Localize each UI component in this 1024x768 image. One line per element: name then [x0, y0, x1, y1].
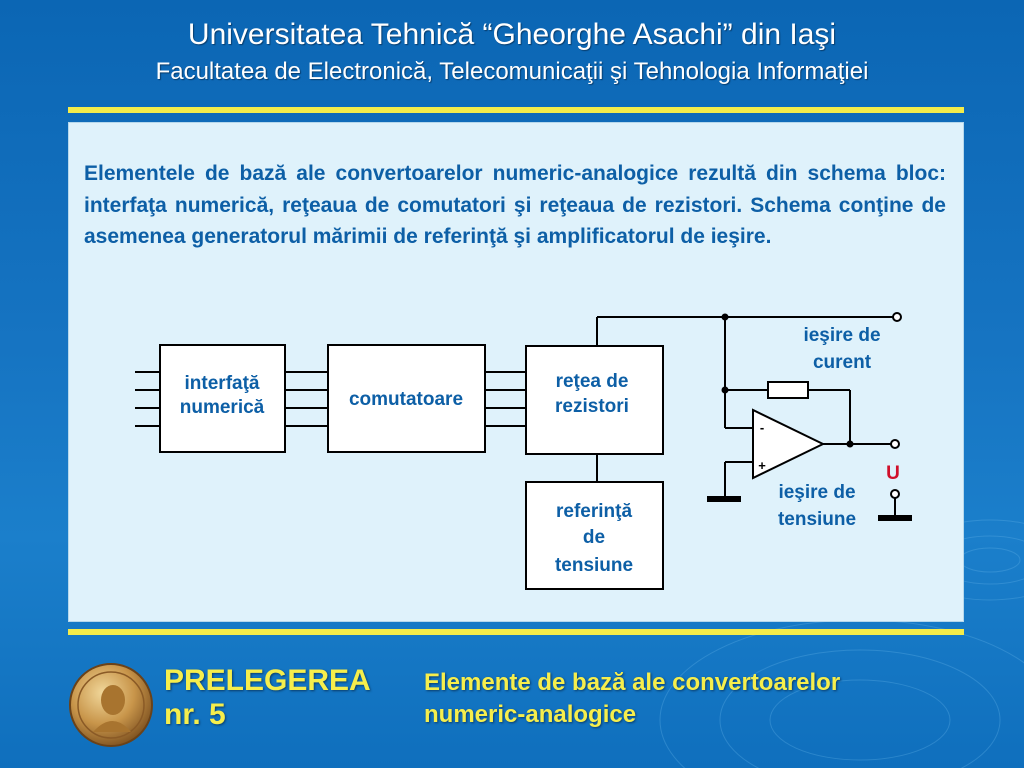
intro-paragraph: Elementele de bază ale convertoarelor numeric-analogice rezultă din schema bloc: interfaţa numerică, reţeaua de comutatori şi reţeaua de rezistori. Schema conţine de asemenea generatorul mărimii de referinţă şi amplificatorul de ieşire.	[84, 162, 946, 248]
current-output-label: ieşire de	[803, 325, 881, 346]
opamp-plus-sign: +	[758, 458, 766, 473]
junction-dot	[847, 441, 854, 448]
current-output-terminal	[893, 313, 901, 321]
lecture-title	[164, 664, 371, 732]
junction-dot	[722, 387, 729, 394]
reference-label: de	[582, 527, 606, 548]
reference-label: referinţă	[555, 501, 633, 522]
current-output-label: curent	[812, 352, 872, 373]
reference-label: tensiune	[554, 555, 634, 576]
resistor-network-label: reţea de	[555, 371, 629, 392]
voltage-output-terminal	[891, 440, 899, 448]
switches-label: comutatoare	[348, 389, 464, 410]
resistor-network-label: rezistori	[555, 396, 629, 417]
opamp-minus-sign: -	[759, 420, 765, 435]
voltage-symbol: U	[886, 463, 900, 484]
interface-label: interfaţă	[184, 373, 260, 394]
lecture-subtitle-line: numeric-analogice	[424, 701, 637, 728]
feedback-resistor	[768, 382, 808, 398]
university-title: Universitatea Tehnică “Gheorghe Asachi” din Iaşi	[187, 18, 837, 51]
junction-dot	[722, 314, 729, 321]
lecture-number: nr. 5	[164, 698, 226, 731]
lecture-label: PRELEGEREA	[164, 664, 371, 697]
voltage-output-label: tensiune	[777, 509, 857, 530]
bottom-divider	[68, 629, 964, 635]
voltage-output-label: ieşire de	[778, 482, 856, 503]
voltage-ground-terminal	[891, 490, 899, 498]
university-medal-logo	[68, 662, 154, 748]
faculty-title: Facultatea de Electronică, Telecomunicaţii şi Tehnologia Informaţiei	[155, 58, 869, 85]
lecture-subtitle	[424, 667, 840, 731]
lecture-subtitle-line: Elemente de bază ale convertoarelor	[424, 669, 841, 696]
interface-label: numerică	[179, 397, 265, 418]
